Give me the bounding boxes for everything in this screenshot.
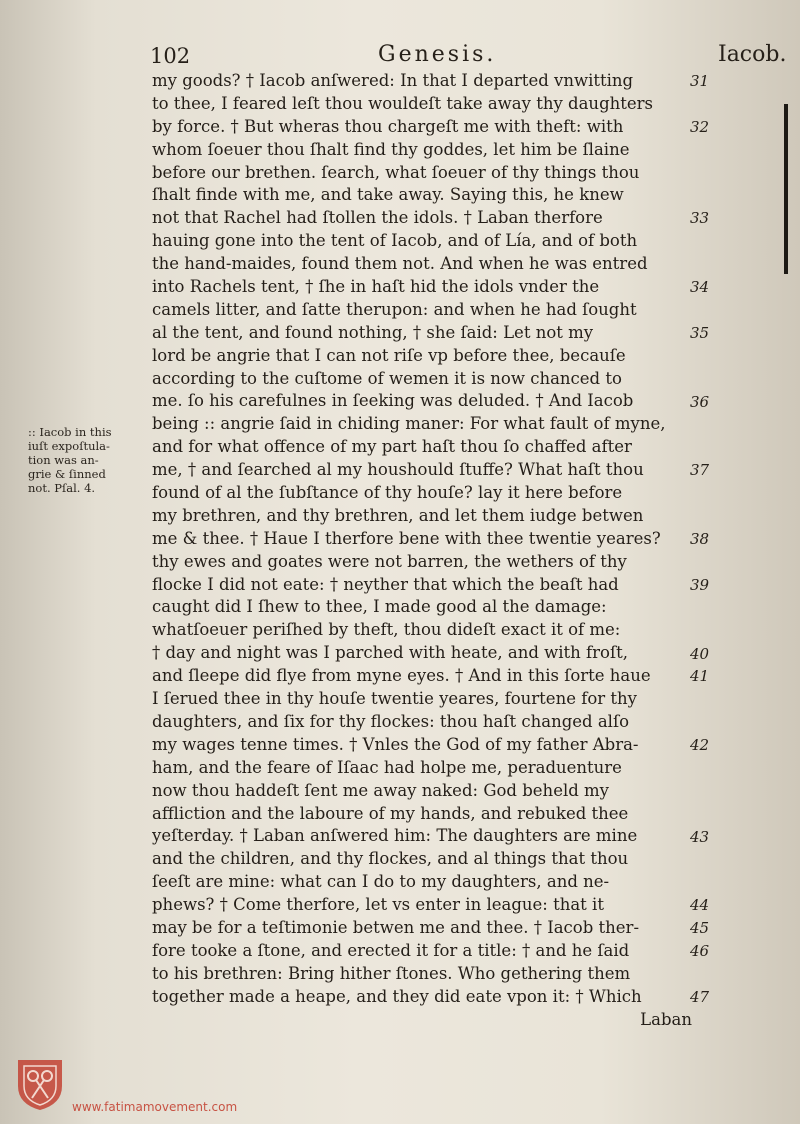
- text-line: before our brethen. ſearch, what ſoeuer of thy things thou: [152, 162, 640, 182]
- verse-number: 40: [690, 644, 710, 663]
- verse-number: 43: [690, 827, 710, 846]
- running-name: Iacob.: [718, 42, 787, 67]
- verse-number: 34: [690, 278, 710, 297]
- text-line: whom ſoeuer thou ſhalt find thy goddes, let him be ſlaine: [152, 139, 630, 159]
- text-line: fore tooke a ſtone, and erected it for a title: † and he ſaid: [152, 940, 630, 960]
- verse-number: 47: [690, 988, 710, 1006]
- running-title: Genesis.: [378, 42, 497, 67]
- text-line: me & thee. † Haue I therfore bene with thee twentie yeares?: [152, 528, 661, 548]
- verse-number: 38: [690, 530, 710, 548]
- catchword: Laban: [640, 1009, 692, 1029]
- text-line: yeſterday. † Laban anſwered him: The daughters are mine: [152, 826, 638, 846]
- scripture-text: [152, 70, 692, 1031]
- text-line: to thee, I feared leſt thou wouldeſt take away thy daughters: [152, 93, 654, 113]
- text-line: my goods? † Iacob anſwered: In that I departed vnwitting: [152, 71, 634, 90]
- page-header: [0, 40, 800, 70]
- verse-number: 46: [690, 942, 710, 961]
- text-line: flocke I did not eate: † neyther that which the beaſt had: [152, 574, 619, 594]
- text-line: al the tent, and found nothing, † she ſaid: Let not my: [152, 322, 594, 342]
- text-line: lord be angrie that I can not riſe vp before thee, becauſe: [152, 345, 626, 365]
- verse-number: 44: [690, 896, 710, 915]
- text-line: together made a heape, and they did eate vpon it: † Which: [152, 986, 642, 1006]
- text-line: into Rachels tent, † ſhe in haſt hid the idols vnder the: [152, 277, 600, 297]
- text-line: phews? † Come therfore, let vs enter in league: that it: [152, 895, 604, 915]
- text-line: according to the cuſtome of wemen it is now chanced to: [152, 368, 622, 388]
- verse-number: 45: [690, 919, 710, 938]
- verse-number: 37: [690, 461, 710, 480]
- verse-number: 41: [690, 667, 710, 686]
- margin-note-line: not. Pſal. 4.: [28, 481, 96, 495]
- verse-number: 32: [690, 117, 710, 136]
- text-line: affliction and the laboure of my hands, and rebuked thee: [152, 803, 629, 823]
- text-line: thy ewes and goates were not barren, the wethers of thy: [152, 551, 627, 571]
- text-line: found of al the ſubſtance of thy houſe? lay it here before: [152, 483, 623, 503]
- verse-number: 36: [690, 392, 710, 411]
- text-line: I ſerued thee in thy houſe twentie yeares, fourtene for thy: [152, 689, 637, 709]
- text-line: being :: angrie ſaid in chiding maner: For what fault of myne,: [152, 414, 666, 434]
- page-number: 102: [150, 44, 191, 68]
- margin-note-line: tion was an-: [28, 453, 99, 467]
- verse-number: 42: [690, 736, 710, 755]
- text-line: ham, and the feare of Iſaac had holpe me, peraduenture: [152, 757, 622, 777]
- text-line: the hand-maides, found them not. And when he was entred: [152, 254, 648, 274]
- watermark-url[interactable]: www.fatimamovement.com: [72, 1100, 238, 1114]
- text-line: my wages tenne times. † Vnles the God of my father Abra-: [152, 734, 639, 754]
- text-line: by force. † But wheras thou chargeſt me with theft: with: [152, 116, 624, 136]
- margin-note-line: grie & ſinned: [28, 467, 106, 481]
- verse-number: 33: [690, 209, 710, 228]
- text-line: and the children, and thy flockes, and al things that thou: [152, 849, 629, 869]
- text-line: camels litter, and ſatte therupon: and when he had ſought: [152, 299, 637, 319]
- text-line: ſhalt finde with me, and take away. Saying this, he knew: [152, 185, 624, 205]
- text-line: † day and night was I parched with heate, and with froſt,: [152, 643, 628, 663]
- margin-annotation: [28, 425, 150, 495]
- text-line: my brethren, and thy brethren, and let them iudge betwen: [152, 505, 644, 525]
- verse-number: 35: [690, 323, 710, 342]
- verse-number: 39: [690, 575, 710, 594]
- text-line: and for what offence of my part haſt thou ſo chaffed after: [152, 437, 632, 457]
- text-line: not that Rachel had ſtollen the idols. † Laban therfore: [152, 208, 603, 228]
- text-line: now thou haddeſt ſent me away naked: God beheld my: [152, 780, 610, 800]
- margin-note-line: :: Iacob in this: [28, 425, 112, 439]
- text-line: may be for a teſtimonie betwen me and thee. † Iacob ther-: [152, 917, 640, 937]
- text-line: and ſleepe did flye from myne eyes. † And in this ſorte haue: [152, 666, 651, 686]
- text-line: caught did I ſhew to thee, I made good al the damage:: [152, 597, 607, 617]
- text-line: daughters, and ſix for thy flockes: thou haſt changed alſo: [152, 711, 630, 731]
- text-line: me. ſo his carefulnes in ſeeking was deluded. † And Iacob: [152, 391, 634, 411]
- verse-number: 31: [690, 72, 710, 90]
- text-line: me, † and ſearched al my houshould ſtuffe? What haſt thou: [152, 460, 644, 480]
- papal-keys-shield-icon: [14, 1056, 66, 1112]
- margin-note-line: iuſt expoſtula-: [28, 439, 110, 453]
- text-line: whatſoeuer periſhed by theft, thou dideſt exact it of me:: [152, 620, 621, 640]
- page-edge-shadow: [784, 104, 788, 274]
- text-line: to his brethren: Bring hither ſtones. Who gethering them: [152, 963, 631, 983]
- text-line: ſeeſt are mine: what can I do to my daughters, and ne-: [152, 872, 610, 892]
- text-line: hauing gone into the tent of Iacob, and of Lía, and of both: [152, 231, 638, 251]
